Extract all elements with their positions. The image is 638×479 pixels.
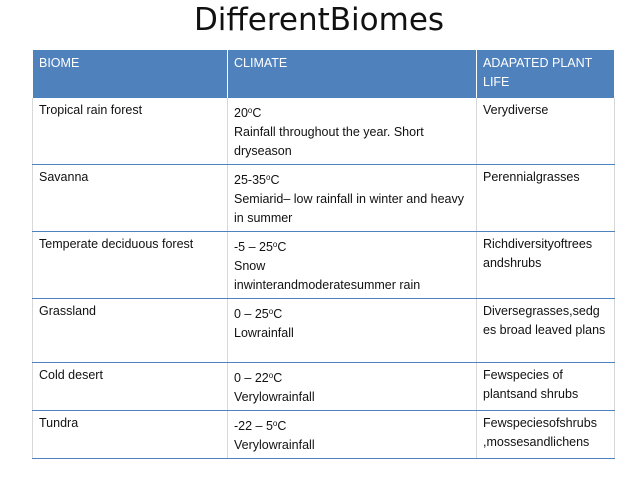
table-row: [33, 299, 615, 363]
temperature-value: 20: [234, 106, 248, 120]
header-biome: BIOME: [33, 50, 228, 98]
plant-cell: Diversegrasses,sedg es broad leaved plans: [477, 299, 615, 363]
temperature-value: 0 – 22: [234, 371, 269, 385]
biome-cell: Temperate deciduous forest: [33, 232, 228, 299]
temperature-unit: C: [277, 419, 287, 433]
climate-text: Lowrainfall: [234, 326, 294, 340]
temperature-value: -22 – 5: [234, 419, 273, 433]
header-plant-life: ADAPATED PLANT LIFE: [477, 50, 615, 98]
climate-cell: [228, 411, 477, 459]
degree-sup: o: [247, 106, 253, 115]
biome-cell: Savanna: [33, 165, 228, 232]
temperature-unit: C: [273, 307, 283, 321]
header-row: [33, 50, 615, 98]
temperature: [234, 366, 470, 388]
plant-cell: Verydiverse: [477, 98, 615, 165]
temperature: [234, 168, 470, 190]
climate-text: Semiarid– low rainfall in winter and heavy in summer: [234, 192, 464, 225]
temperature-value: 0 – 25: [234, 307, 269, 321]
header-climate: CLIMATE: [228, 50, 477, 98]
plant-cell: Perennialgrasses: [477, 165, 615, 232]
biome-cell: Cold desert: [33, 363, 228, 411]
temperature-unit: C: [252, 106, 262, 120]
temperature: [234, 302, 470, 324]
degree-sup: o: [272, 240, 278, 249]
plant-cell: Fewspecies of plantsand shrubs: [477, 363, 615, 411]
biome-cell: Tropical rain forest: [33, 98, 228, 165]
temperature-unit: C: [277, 240, 287, 254]
plant-cell: Fewspeciesofshrubs ,mossesandlichens: [477, 411, 615, 459]
temperature-value: -5 – 25: [234, 240, 273, 254]
climate-cell: [228, 363, 477, 411]
biome-cell: Grassland: [33, 299, 228, 363]
climate-text: Verylowrainfall: [234, 390, 315, 404]
temperature-unit: C: [270, 173, 280, 187]
biomes-table: [32, 50, 615, 459]
table-row: [33, 98, 615, 165]
temperature: [234, 101, 470, 123]
climate-cell: [228, 165, 477, 232]
climate-cell: [228, 232, 477, 299]
degree-sup: o: [268, 371, 274, 380]
table-row: [33, 165, 615, 232]
temperature-unit: C: [273, 371, 283, 385]
table-row: [33, 232, 615, 299]
temperature: [234, 235, 470, 257]
climate-text: Verylowrainfall: [234, 438, 315, 452]
table-row: [33, 363, 615, 411]
table-row: [33, 411, 615, 459]
plant-cell: Richdiversityoftrees andshrubs: [477, 232, 615, 299]
climate-cell: [228, 98, 477, 165]
climate-cell: [228, 299, 477, 363]
temperature: [234, 414, 470, 436]
climate-text: Rainfall throughout the year. Short dryseason: [234, 125, 424, 158]
degree-sup: o: [268, 307, 274, 316]
temperature-value: 25-35: [234, 173, 266, 187]
biome-cell: Tundra: [33, 411, 228, 459]
degree-sup: o: [265, 173, 271, 182]
climate-text: inwinterandmoderatesummer rain: [234, 278, 421, 292]
climate-text: Snow: [234, 259, 266, 273]
slide-title: DifferentBiomes: [193, 2, 445, 38]
degree-sup: o: [272, 419, 278, 428]
